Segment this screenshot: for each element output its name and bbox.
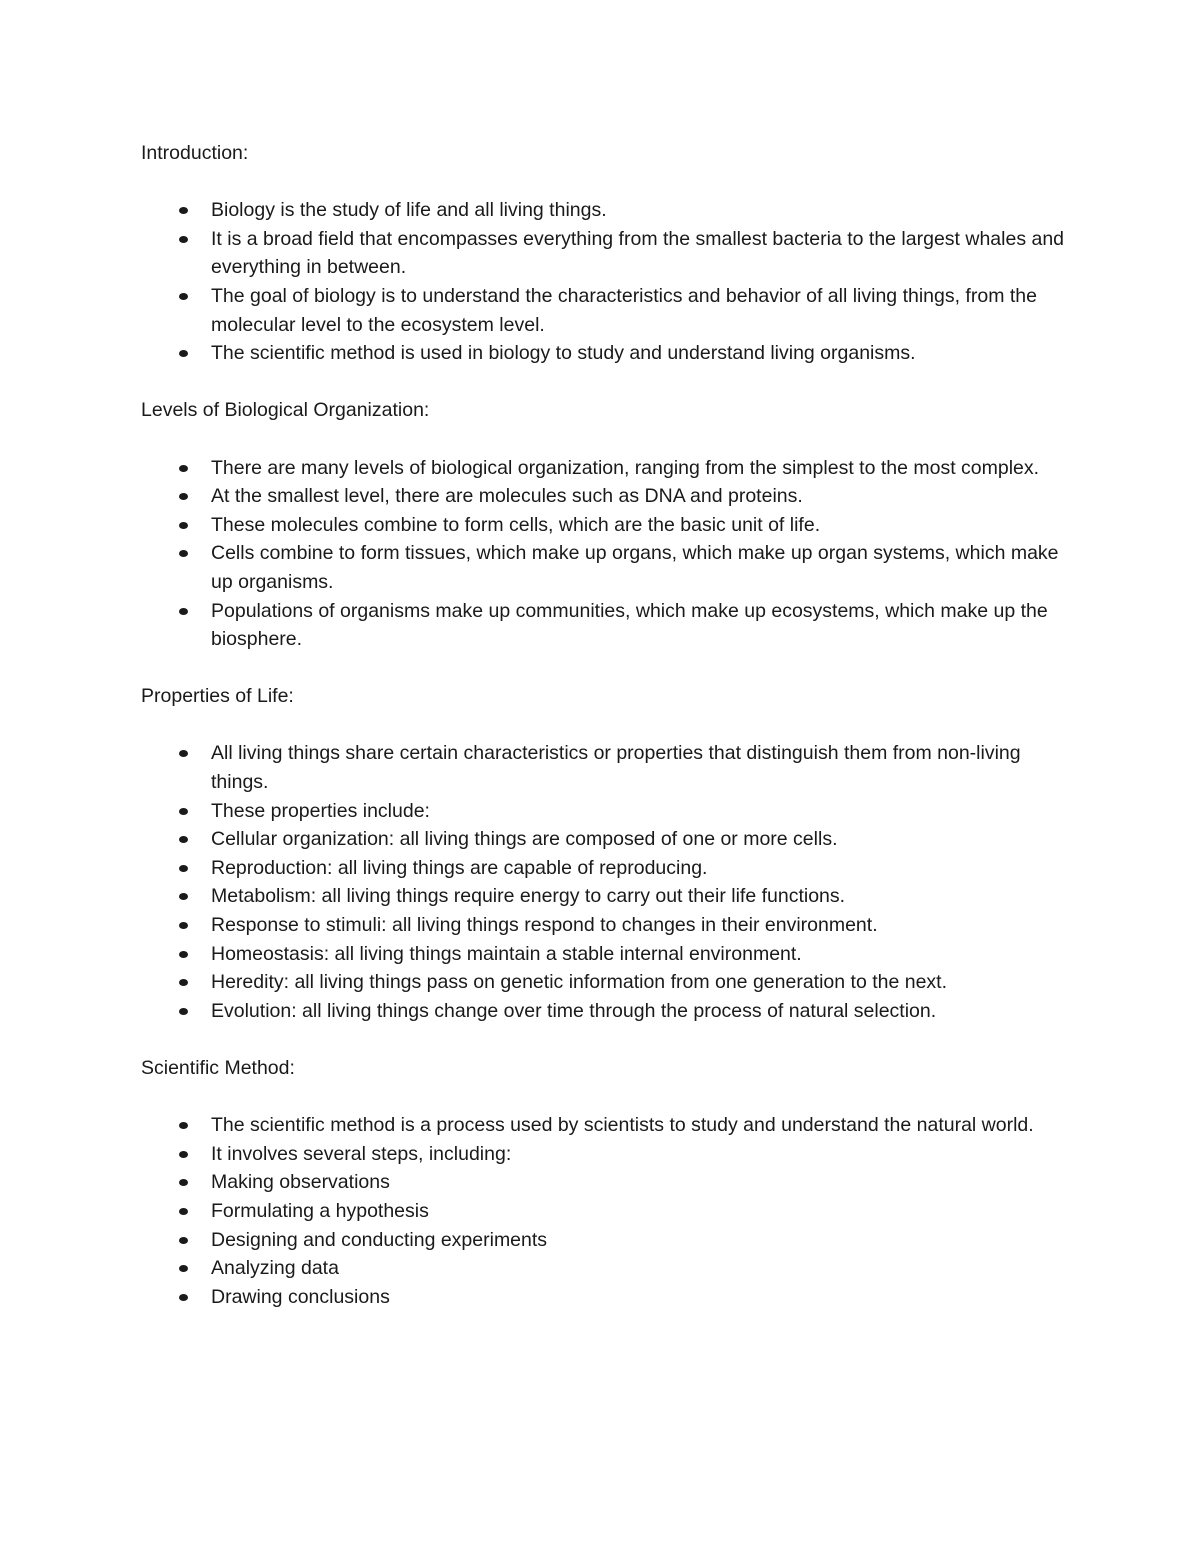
bullet-icon bbox=[179, 750, 188, 757]
list-item: Formulating a hypothesis bbox=[141, 1197, 1081, 1226]
bullet-icon bbox=[179, 350, 188, 357]
bullet-icon bbox=[179, 808, 188, 815]
bullet-icon bbox=[179, 608, 188, 615]
list-item: The goal of biology is to understand the characteristics and behavior of all living things, from the molecular level to the ecosystem level. bbox=[141, 282, 1081, 339]
list-item: It is a broad field that encompasses everything from the smallest bacteria to the largest whales and everything in between. bbox=[141, 225, 1081, 282]
bullet-icon bbox=[179, 979, 188, 986]
bullet-icon bbox=[179, 1151, 188, 1158]
list-item: It involves several steps, including: bbox=[141, 1140, 1081, 1169]
bullet-icon bbox=[179, 236, 188, 243]
bullet-icon bbox=[179, 293, 188, 300]
bullet-icon bbox=[179, 1294, 188, 1301]
bullet-icon bbox=[179, 465, 188, 472]
bullet-icon bbox=[179, 1122, 188, 1129]
list-item: Populations of organisms make up communities, which make up ecosystems, which make up the biosphere. bbox=[141, 597, 1081, 654]
list-item: Making observations bbox=[141, 1168, 1081, 1197]
bullet-icon bbox=[179, 1208, 188, 1215]
introduction-list bbox=[141, 196, 1081, 368]
list-item: Biology is the study of life and all living things. bbox=[141, 196, 1081, 225]
bullet-icon bbox=[179, 836, 188, 843]
bullet-icon bbox=[179, 922, 188, 929]
document-body bbox=[141, 139, 1081, 1340]
bullet-icon bbox=[179, 1179, 188, 1186]
bullet-icon bbox=[179, 893, 188, 900]
bullet-icon bbox=[179, 1008, 188, 1015]
list-item: Evolution: all living things change over time through the process of natural selection. bbox=[141, 997, 1081, 1026]
list-item: The scientific method is a process used by scientists to study and understand the natural world. bbox=[141, 1111, 1081, 1140]
bullet-icon bbox=[179, 1265, 188, 1272]
section-heading-scientific-method: Scientific Method: bbox=[141, 1057, 295, 1079]
list-item: Cells combine to form tissues, which make up organs, which make up organ systems, which make up organisms. bbox=[141, 539, 1081, 596]
list-item: Metabolism: all living things require energy to carry out their life functions. bbox=[141, 882, 1081, 911]
section-heading-levels-of-organization: Levels of Biological Organization: bbox=[141, 399, 430, 422]
list-item: Heredity: all living things pass on genetic information from one generation to the next. bbox=[141, 968, 1081, 997]
list-item: Reproduction: all living things are capable of reproducing. bbox=[141, 854, 1081, 883]
bullet-icon bbox=[179, 207, 188, 214]
list-item: Designing and conducting experiments bbox=[141, 1226, 1081, 1255]
list-item: There are many levels of biological organization, ranging from the simplest to the most complex. bbox=[141, 454, 1081, 483]
list-item: Drawing conclusions bbox=[141, 1283, 1081, 1312]
section-heading-introduction: Introduction: bbox=[141, 142, 249, 164]
list-item: These properties include: bbox=[141, 797, 1081, 826]
bullet-icon bbox=[179, 493, 188, 500]
bullet-icon bbox=[179, 951, 188, 958]
bullet-icon bbox=[179, 865, 188, 872]
bullet-icon bbox=[179, 1237, 188, 1244]
bullet-icon bbox=[179, 522, 188, 529]
list-item: The scientific method is used in biology to study and understand living organisms. bbox=[141, 339, 1081, 368]
list-item: Analyzing data bbox=[141, 1254, 1081, 1283]
list-item: At the smallest level, there are molecules such as DNA and proteins. bbox=[141, 482, 1081, 511]
list-item: Cellular organization: all living things are composed of one or more cells. bbox=[141, 825, 1081, 854]
section-heading-properties-of-life: Properties of Life: bbox=[141, 685, 294, 708]
scientific-method-list bbox=[141, 1111, 1081, 1311]
list-item: Response to stimuli: all living things respond to changes in their environment. bbox=[141, 911, 1081, 940]
list-item: Homeostasis: all living things maintain a stable internal environment. bbox=[141, 940, 1081, 969]
bullet-icon bbox=[179, 550, 188, 557]
properties-of-life-list bbox=[141, 739, 1081, 1025]
levels-of-organization-list bbox=[141, 454, 1081, 654]
list-item: These molecules combine to form cells, which are the basic unit of life. bbox=[141, 511, 1081, 540]
list-item: All living things share certain characteristics or properties that distinguish them from non-living things. bbox=[141, 739, 1081, 796]
